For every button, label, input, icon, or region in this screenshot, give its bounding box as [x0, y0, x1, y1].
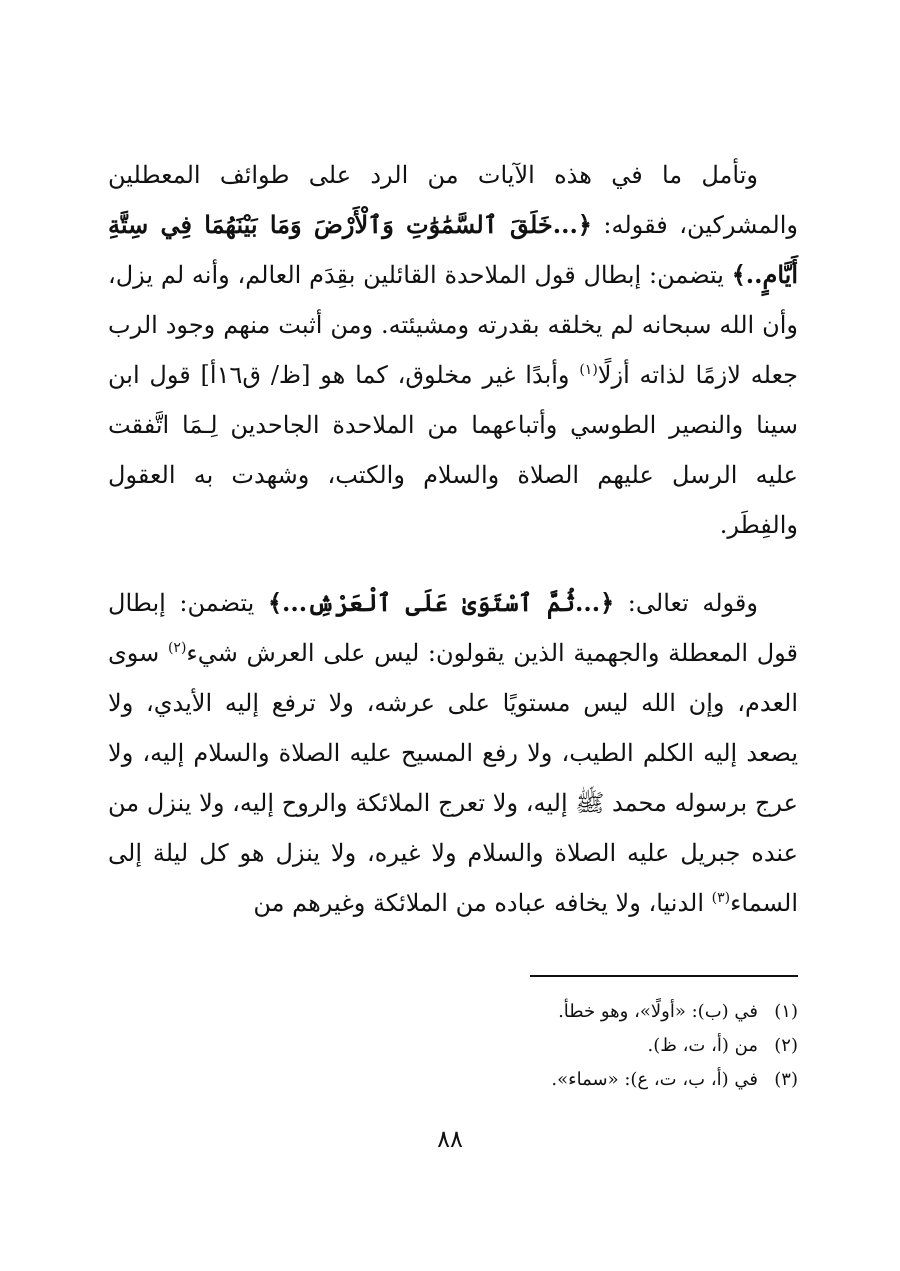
footnote-text: في (أ، ب، ت، ع): «سماء».: [551, 1069, 758, 1090]
quran-verse: ﴿...ثُمَّ ٱسْتَوَىٰ عَلَى ٱلْعَرْشِ...﴾: [267, 588, 615, 617]
footnote-number: (٢): [774, 1035, 798, 1056]
text-segment: يتضمن: إبطال قول المعطلة والجهمية الذين يقولون: ليس على العرش شيء: [108, 589, 798, 667]
text-segment: وأبدًا غير مخلوق، كما هو [ظ/ ق١٦أ] قول ابن سينا والنصير الطوسي وأتباعهما من الملاحدة الجاحدين لِـمَا اتَّفقت عليه الرسل عليهم الصلاة والسلام والكتب، وشهدت به العقول والفِطَر.: [108, 361, 798, 539]
page-number: ٨٨: [437, 1125, 463, 1153]
text-segment: الدنيا، ولا يخافه عباده من الملائكة وغيرهم من: [253, 889, 712, 917]
quran-verse: ﴿...خَلَقَ ٱلسَّمَٰوَٰتِ وَٱلْأَرْضَ وَمَا بَيْنَهُمَا فِي سِتَّةِ أَيَّامٍ..﴾: [108, 210, 798, 289]
text-segment: وقوله تعالى:: [614, 589, 758, 617]
footnote-2: [378, 1029, 798, 1063]
text-segment: وتأمل ما في هذه الآيات من الرد على طوائف المعطلين والمشركين، فقوله:: [108, 161, 798, 239]
footnote-divider: [530, 975, 798, 977]
paragraph-1: [108, 150, 798, 550]
footnotes: [378, 995, 798, 1097]
footnote-ref-2: (٢): [167, 640, 187, 656]
footnote-text: في (ب): «أولًا»، وهو خطأ.: [558, 1001, 758, 1022]
text-segment: يتضمن: إبطال قول الملاحدة القائلين بقِدَم العالم، وأنه لم يزل، وأن الله سبحانه لم يخلقه بقدرته ومشيئته. ومن أثبت منهم وجود الرب جعله لازمًا لذاته أزلًا: [108, 261, 798, 389]
footnote-3: [378, 1063, 798, 1097]
footnote-ref-1: (١): [579, 362, 598, 378]
footnote-1: [378, 995, 798, 1029]
main-text: [108, 150, 798, 928]
footnote-text: من (أ، ت، ظ).: [647, 1035, 758, 1056]
footnote-number: (٣): [774, 1069, 798, 1090]
text-segment: سوى العدم، وإن الله ليس مستويًا على عرشه، ولا ترفع إليه الأيدي، ولا يصعد إليه الكلم الطيب، ولا رفع المسيح عليه الصلاة والسلام إليه، ولا عرج برسوله محمد ﷺ إليه، ولا تعرج الملائكة والروح إليه، ولا ينزل من عنده جبريل عليه الصلاة والسلام ولا غيره، ولا ينزل هو كل ليلة إلى السماء: [108, 639, 798, 917]
footnote-ref-3: (٣): [711, 890, 731, 906]
footnote-number: (١): [774, 1001, 798, 1022]
paragraph-2: [108, 578, 798, 928]
